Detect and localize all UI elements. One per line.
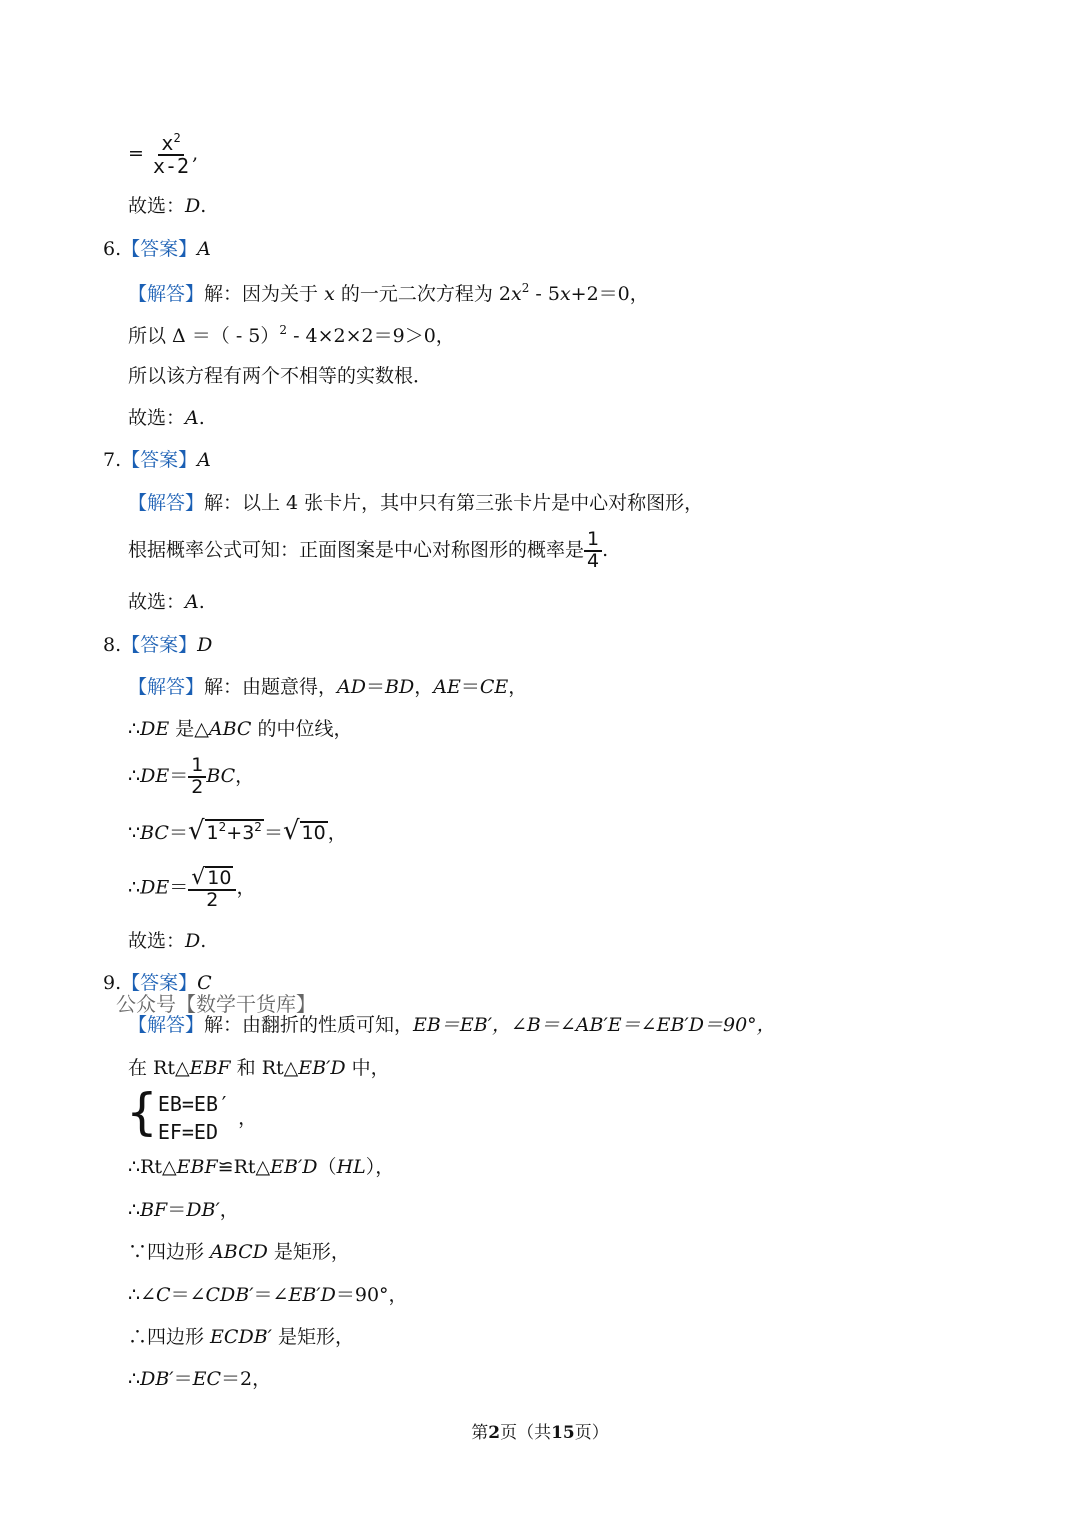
- denominator: 4: [587, 549, 600, 572]
- text: 在 Rt△: [128, 1057, 190, 1079]
- math: EBF: [176, 1156, 218, 1178]
- because-symbol: ∵: [128, 822, 141, 844]
- choice-answer: D: [185, 195, 201, 217]
- text: 解：因为关于: [204, 283, 319, 305]
- therefore-symbol: ∴: [128, 1368, 141, 1390]
- equation-system: [126, 1083, 258, 1146]
- therefore-symbol: ∴: [128, 1199, 141, 1221]
- math: EB′D: [288, 1284, 336, 1306]
- text: ＝90°，: [335, 1284, 408, 1306]
- math: DB′: [186, 1199, 220, 1221]
- question-7-choice: 故选：A.: [128, 591, 205, 613]
- text: ≌Rt△: [217, 1156, 271, 1178]
- question-7-solution-line-1: [128, 494, 703, 513]
- term: 1: [206, 822, 219, 845]
- solution-tag: 【解答】: [128, 492, 205, 514]
- choice-line: 故选：D.: [128, 195, 207, 217]
- question-9-solution-line-2: [128, 1059, 390, 1078]
- text: 和 Rt△: [230, 1057, 299, 1079]
- question-6-solution-line-1: [128, 282, 649, 304]
- math: ABC: [208, 718, 252, 740]
- text: ＝2，: [221, 1368, 272, 1390]
- text: 解：以上 4 张卡片，其中只有第三张卡片是中心对称图形，: [204, 492, 704, 514]
- question-9-solution-line-6: [128, 1286, 408, 1305]
- question-9-solution-line-7: [128, 1328, 354, 1347]
- text: ，: [327, 822, 347, 844]
- fraction: [188, 866, 236, 911]
- question-8-solution-line-2: [128, 720, 352, 739]
- text: ∴Rt△: [128, 1156, 177, 1178]
- text: ＝∠: [253, 1284, 289, 1306]
- math: AD: [337, 676, 366, 698]
- exponent: 2: [521, 281, 530, 295]
- text: ＝: [366, 676, 386, 698]
- text: 解：由翻折的性质可知，: [204, 1014, 414, 1036]
- text: ∵四边形: [128, 1241, 211, 1263]
- text: 第: [471, 1423, 489, 1443]
- text: ，: [236, 876, 256, 899]
- text: ∴四边形: [128, 1326, 211, 1348]
- left-brace-icon: {: [126, 1083, 158, 1141]
- text: 根据概率公式可知：正面图案是中心对称图形的概率是: [128, 538, 585, 561]
- math: CE: [479, 676, 509, 698]
- math: CDB′: [205, 1284, 254, 1306]
- denominator: 2: [206, 888, 219, 911]
- text: .: [602, 538, 609, 561]
- numerator: [188, 866, 236, 891]
- answer-value: C: [197, 972, 212, 994]
- page-number: 2: [488, 1423, 501, 1443]
- question-7-answer: [103, 451, 211, 470]
- radicand: [205, 819, 264, 844]
- exponent: 2: [279, 323, 288, 337]
- text: 是矩形，: [271, 1326, 355, 1348]
- math: C: [156, 1284, 171, 1306]
- therefore-symbol: ∴: [128, 876, 141, 899]
- text: ＝: [460, 676, 480, 698]
- question-6-solution-line-3: 所以该方程有两个不相等的实数根．: [128, 365, 433, 387]
- question-8-answer: [103, 636, 212, 655]
- math: HL: [336, 1156, 366, 1178]
- term: +3: [226, 822, 255, 845]
- choice-label: 故选：: [128, 591, 186, 613]
- text: （: [317, 1156, 337, 1178]
- math: x: [559, 283, 571, 305]
- radicand: 10: [207, 867, 232, 889]
- text: ，: [235, 764, 255, 787]
- choice-answer: D: [185, 930, 201, 952]
- fraction-line: [128, 132, 198, 177]
- square-root: [283, 818, 328, 844]
- text: 页）: [574, 1423, 609, 1443]
- answer-tag: 【答案】: [121, 238, 198, 260]
- fraction: [150, 132, 192, 177]
- math: EBF: [189, 1057, 231, 1079]
- question-6-solution-line-2: [128, 324, 455, 346]
- math: DE: [140, 764, 170, 787]
- system-row-2: EF=ED: [157, 1120, 219, 1144]
- question-number: 7.: [103, 449, 122, 471]
- question-number: 9.: [103, 972, 122, 994]
- denominator: x-2: [152, 154, 190, 178]
- math: x: [510, 283, 522, 305]
- radicand: 10: [301, 822, 326, 845]
- answer-value: A: [197, 238, 211, 260]
- exponent: 2: [254, 820, 262, 835]
- text: +2＝0，: [570, 283, 649, 305]
- system-rows: [158, 1090, 230, 1146]
- answer-tag: 【答案】: [121, 634, 198, 656]
- question-8-solution-line-4: [128, 818, 347, 844]
- math: EB′D: [298, 1057, 346, 1079]
- radical-sign-icon: √: [191, 864, 206, 890]
- question-9-solution-line-8: [128, 1370, 271, 1389]
- text: ＝: [168, 822, 188, 844]
- comma: ，: [238, 1106, 258, 1129]
- math: DE: [140, 876, 170, 899]
- radical-sign-icon: √: [282, 816, 300, 846]
- text: ＝∠: [170, 1284, 206, 1306]
- choice-answer: A: [185, 591, 199, 613]
- text: - 4×2×2＝9＞0，: [287, 325, 455, 347]
- text: ＝: [169, 764, 189, 787]
- math: EB＝EB′，∠B＝∠AB′E＝∠EB′D＝90°，: [413, 1014, 776, 1036]
- square-root: [188, 818, 264, 844]
- choice-answer: A: [185, 407, 199, 429]
- solution-tag: 【解答】: [128, 1014, 205, 1036]
- question-number: 6.: [103, 238, 122, 260]
- math: DE: [140, 718, 170, 740]
- answer-value: D: [197, 634, 213, 656]
- question-6-choice: 故选：A.: [128, 407, 205, 429]
- text: ∴∠: [128, 1284, 157, 1306]
- text: 的一元二次方程为 2: [340, 283, 511, 305]
- equals-sign: =: [128, 142, 144, 165]
- question-6-answer: [103, 240, 211, 259]
- text: ＝: [173, 1368, 193, 1390]
- total-pages: 15: [551, 1423, 575, 1443]
- answer-tag: 【答案】: [121, 449, 198, 471]
- fraction: [188, 756, 206, 798]
- numerator: 1: [188, 756, 206, 778]
- text: 中，: [345, 1057, 390, 1079]
- text: ，: [219, 1199, 239, 1221]
- text: ，: [414, 676, 434, 698]
- math: AE: [433, 676, 461, 698]
- choice-label: 故选：: [128, 195, 186, 217]
- math: DB′: [140, 1368, 174, 1390]
- math: ECDB′: [210, 1326, 272, 1348]
- text: - 5: [529, 283, 560, 305]
- question-8-solution-line-5: [128, 866, 255, 911]
- question-9-solution-line-4: [128, 1201, 239, 1220]
- question-7-solution-line-2: [128, 530, 608, 572]
- math: BF: [140, 1199, 168, 1221]
- question-8-solution-line-3: [128, 756, 254, 798]
- text: ＝: [167, 1199, 187, 1221]
- question-number: 8.: [103, 634, 122, 656]
- choice-label: 故选：: [128, 407, 186, 429]
- text: ＝: [263, 822, 283, 844]
- math: ABCD: [210, 1241, 268, 1263]
- denominator: 2: [191, 775, 204, 798]
- system-row-1: EB=EB′: [157, 1092, 231, 1116]
- text: 的中位线，: [251, 718, 353, 740]
- question-9-solution-line-5: [128, 1243, 350, 1262]
- text: 页（共: [500, 1423, 552, 1443]
- therefore-symbol: ∴: [128, 764, 141, 787]
- text: 是矩形，: [267, 1241, 350, 1263]
- solution-tag: 【解答】: [128, 283, 205, 305]
- exponent: 2: [173, 131, 181, 145]
- question-9-solution-line-3: [128, 1158, 394, 1177]
- math: x: [324, 283, 335, 305]
- math: EC: [192, 1368, 222, 1390]
- math: BC: [140, 822, 169, 844]
- question-8-solution-line-1: [128, 678, 527, 697]
- fraction: [584, 530, 602, 572]
- text: ，: [508, 676, 528, 698]
- watermark: 公众号【数学干货库】: [116, 992, 316, 1016]
- exponent: 2: [218, 820, 227, 835]
- square-root: [191, 866, 233, 889]
- math: BC: [206, 764, 236, 787]
- therefore-symbol: ∴: [128, 718, 141, 740]
- question-8-choice: 故选：D.: [128, 930, 207, 952]
- answer-value: A: [197, 449, 211, 471]
- page-footer: [0, 1418, 1080, 1443]
- numerator: x: [161, 131, 174, 155]
- radical-sign-icon: √: [187, 816, 205, 846]
- choice-label: 故选：: [128, 930, 186, 952]
- comma: ,: [192, 142, 199, 165]
- text: 是△: [169, 718, 209, 740]
- math: EB′D: [270, 1156, 318, 1178]
- text: 所以 Δ ＝（ - 5）: [128, 325, 280, 347]
- math: BD: [385, 676, 415, 698]
- text: 解：由题意得，: [204, 676, 338, 698]
- solution-tag: 【解答】: [128, 676, 205, 698]
- numerator: 1: [584, 530, 602, 552]
- answer-tag: 【答案】: [121, 972, 198, 994]
- question-9-solution-line-1: [128, 1016, 776, 1035]
- text: ），: [365, 1156, 395, 1178]
- text: ＝: [169, 876, 189, 899]
